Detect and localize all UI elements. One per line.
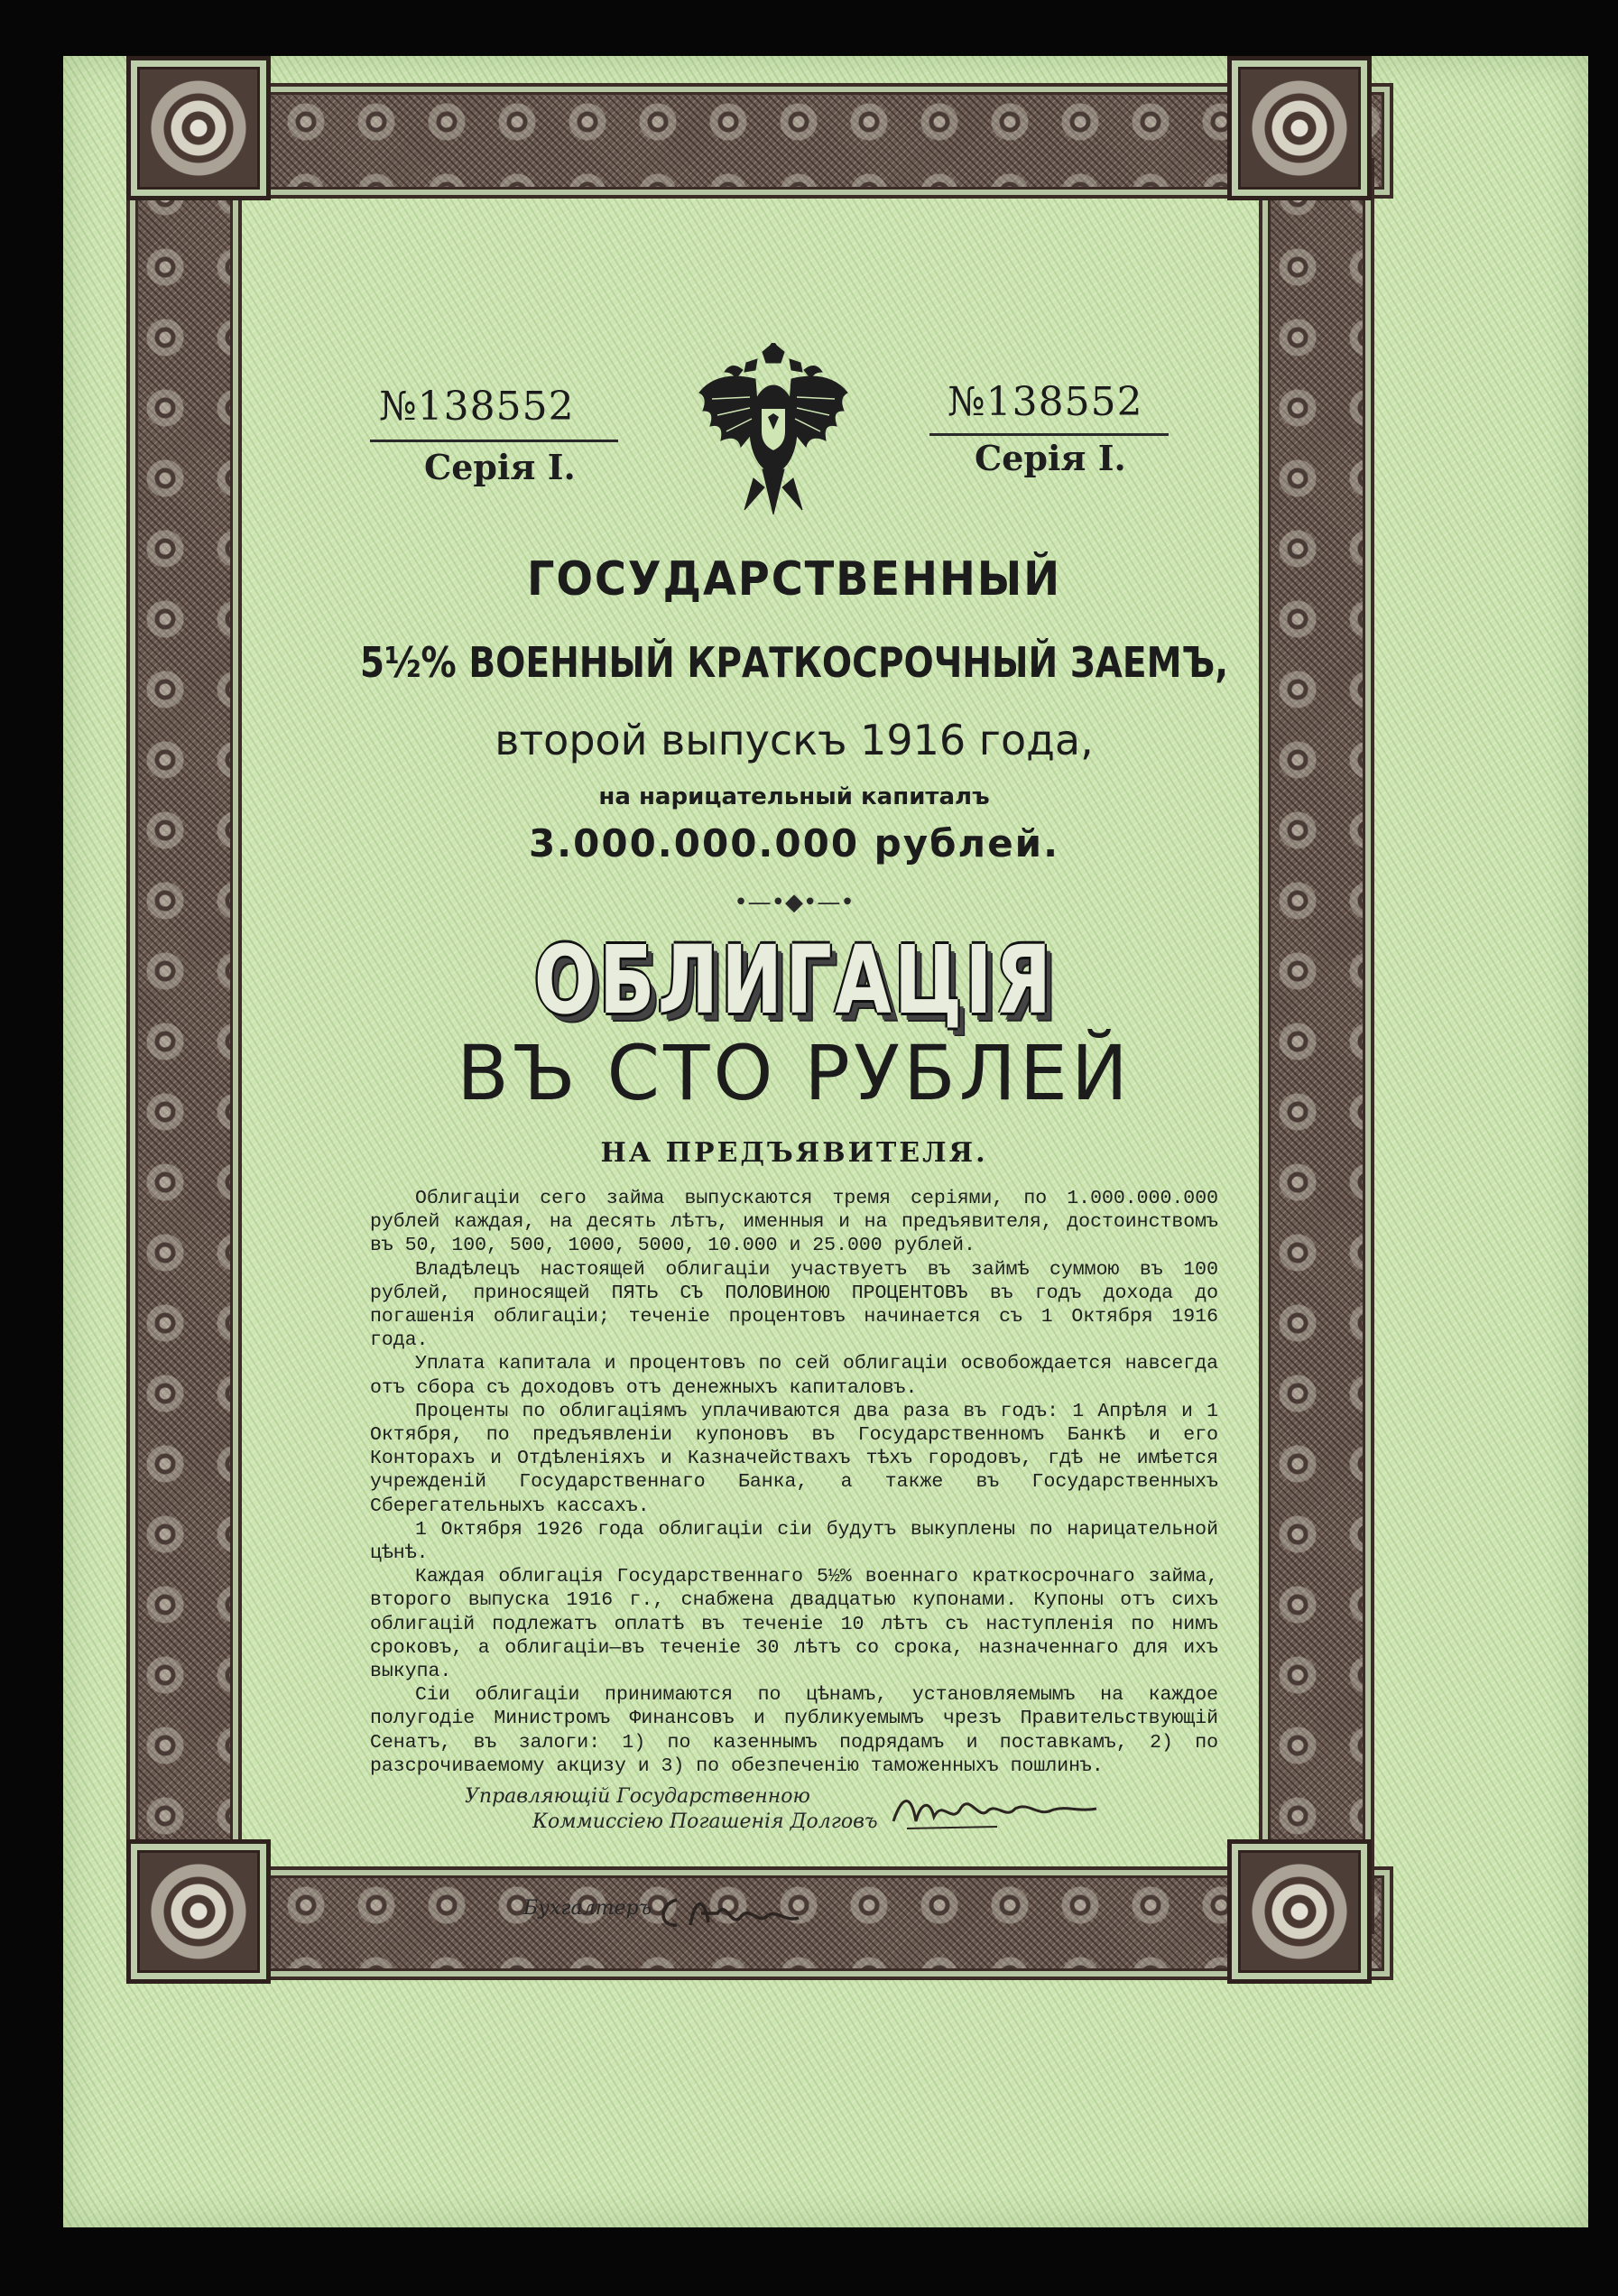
- serial-underline-left: [370, 440, 618, 442]
- title-state: ГОСУДАРСТВЕННЫЙ: [526, 552, 1062, 606]
- manager-title-line2: Коммиссіею Погашенія Долговъ: [532, 1810, 878, 1833]
- bond-heading: ОБЛИГАЦІЯ: [533, 925, 1055, 1035]
- capital-label: на нарицательный капиталъ: [598, 783, 990, 810]
- terms-paragraph: Владѣлецъ настоящей облигаціи участвуетъ въ займѣ суммою въ 100 рублей, приносящей ПЯТЬ СЪ ПОЛОВИНОЮ ПРОЦЕНТОВЪ въ годъ дохода до погашенія облигаціи; теченіе процентовъ начинается съ 1 Октября 1916 года.: [370, 1258, 1218, 1352]
- manager-title-line1: Управляющій Государственною: [465, 1785, 810, 1808]
- terms-paragraph: Облигаціи сего займа выпускаются тремя серіями, по 1.000.000.000 рублей каждая, на десять лѣтъ, именныя и на предъявителя, достоинствомъ въ 50, 100, 500, 1000, 5000, 10.000 и 25.000 рублей.: [370, 1188, 1218, 1257]
- terms-paragraph: 1 Октября 1926 года облигаціи сіи будутъ выкуплены по нарицательной цѣнѣ.: [370, 1518, 1218, 1565]
- manager-signature: [889, 1785, 1101, 1839]
- double-headed-eagle-emblem-icon: [690, 343, 857, 532]
- terms-paragraph: Каждая облигація Государственнаго 5½% военнаго краткосрочнаго займа, второго выпуска 1916 г., снабжена двадцатью купонами. Купоны отъ сихъ облигацій подлежатъ оплатѣ въ теченіе 10 лѣтъ съ наступленія по нимъ сроковъ, а облигаціи—въ теченіе 30 лѣтъ со срока, назначеннаго для ихъ выкупа.: [370, 1566, 1218, 1683]
- serial-underline-right: [929, 433, 1169, 436]
- accountant-label: Бухгалтеръ: [523, 1897, 652, 1920]
- accountant-signature: [654, 1882, 803, 1936]
- serial-number-right: №138552: [948, 379, 1143, 425]
- title-issue: второй выпускъ 1916 года,: [495, 716, 1094, 764]
- terms-paragraph: Проценты по облигаціямъ уплачиваются два раза въ годъ: 1 Апрѣля и 1 Октября, по предъявленіи купоновъ въ Государственномъ Банкѣ и его Конторахъ и Отдѣленіяхъ и Казначействахъ тѣхъ городовъ, гдѣ не имѣется учрежденій Государственнаго Банка, а также въ Государственныхъ Сберегательныхъ кассахъ.: [370, 1400, 1218, 1517]
- series-label-left: Серія I.: [424, 447, 576, 487]
- serial-number-left: №138552: [379, 384, 575, 430]
- terms-paragraph: Сіи облигаціи принимаются по цѣнамъ, установляемымъ на каждое полугодіе Министромъ Финансовъ и публикуемымъ чрезъ Правительствующій Сенатъ, въ залоги: 1) по казеннымъ подрядамъ и поставкамъ, 2) по разсрочиваемому акцизу и 3) по обезпеченію таможенныхъ пошлинъ.: [370, 1684, 1218, 1777]
- terms-paragraph: Уплата капитала и процентовъ по сей облигаціи освобождается навсегда отъ сбора съ доходовъ отъ денежныхъ капиталовъ.: [370, 1353, 1218, 1399]
- capital-amount: 3.000.000.000 рублей.: [528, 821, 1060, 866]
- denomination: ВЪ СТО РУБЛЕЙ: [457, 1029, 1132, 1117]
- series-label-right: Серія I.: [975, 438, 1126, 478]
- decorative-divider: •—•◆•—•: [734, 889, 855, 916]
- title-loan-name: 5½% ВОЕННЫЙ КРАТКОСРОЧНЫЙ ЗАЕМЪ,: [359, 638, 1229, 687]
- terms-text: [370, 1187, 1218, 1778]
- bearer-label: НА ПРЕДЪЯВИТЕЛЯ.: [600, 1137, 988, 1169]
